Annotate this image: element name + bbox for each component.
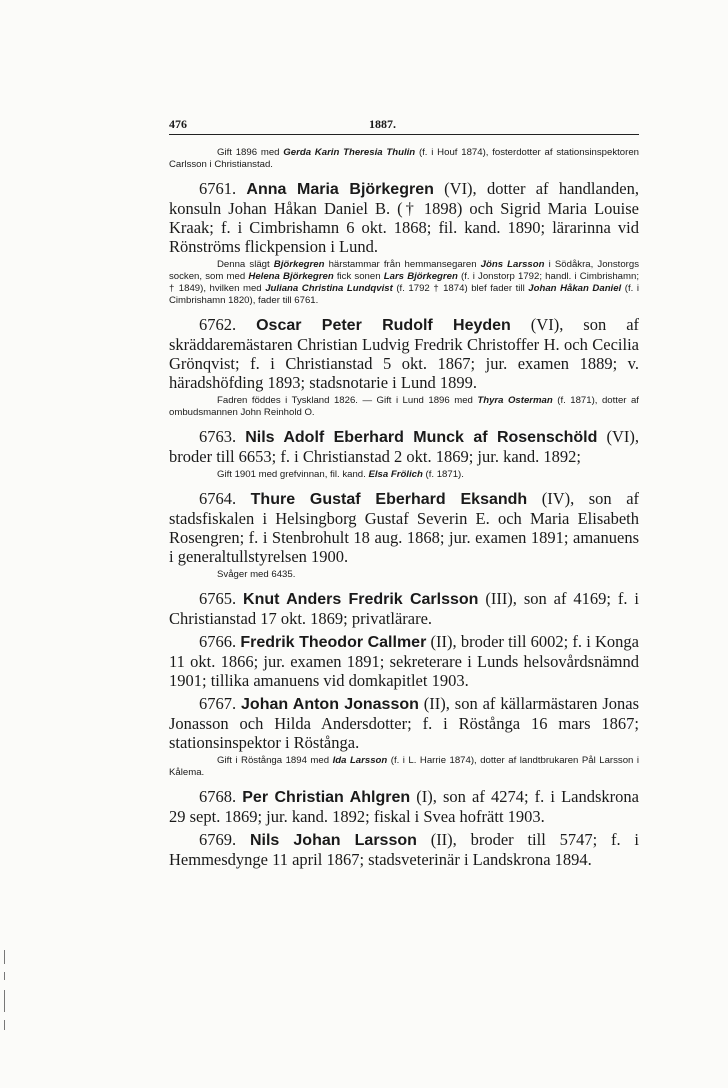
note-text: (f. 1871). [422, 469, 464, 480]
page-body [169, 147, 639, 869]
entry-number: 6761. [199, 179, 237, 198]
entry-number: 6763. [199, 427, 237, 446]
note-text: (f. i L. Harrie 1874), dotter af landtbrukaren Pål Larsson i Kålema. [169, 755, 639, 778]
entry-6761 [169, 179, 639, 256]
entry-text: (VI), dotter af handlanden, konsuln Johan Håkan Daniel B. († 1898) och Sigrid Maria Louise Kraak; f. i Cimbrishamn 6 okt. 1868; fil. kand. 1890; lärarinna vid Rönströms flickpension i Lund. [169, 179, 640, 256]
scan-edge-marks [2, 950, 8, 1040]
entry-number: 6765. [199, 589, 237, 608]
note-text: Gift 1896 med [217, 147, 284, 158]
entry-text: (VI), broder till 6653; f. i Christianstad 2 okt. 1869; jur. kand. 1892; [169, 427, 640, 466]
entry-name: Nils Johan Larsson [249, 832, 417, 849]
entry-number: 6767. [199, 694, 237, 713]
entry-number: 6766. [199, 632, 237, 651]
entry-text: (VI), son af skräddaremästaren Christian Ludvig Fredrik Christoffer H. och Cecilia Grönqvist; f. i Christianstad 5 okt. 1867; jur. examen 1889; v. häradshöfding 1893; stadsnotarie i Lund 1899. [169, 315, 640, 392]
entry-name: Thure Gustaf Eberhard Eksandh [250, 491, 528, 508]
entry-text: (II), son af källarmästaren Jonas Jonasson och Hilda Andersdotter; f. i Röstånga 16 mars 1867; stationsinspektor i Röstånga. [169, 694, 640, 752]
entry-text: (II), broder till 5747; f. i Hemmesdynge 11 april 1867; stadsveterinär i Landskrona 1894. [169, 830, 640, 869]
note-text: (f. 1792 † 1874) blef fader till [392, 283, 529, 294]
page-number: 476 [169, 117, 187, 131]
note-text: Gift i Röstånga 1894 med [217, 755, 333, 766]
entry-name: Oscar Peter Rudolf Heyden [256, 317, 511, 334]
entry-name: Per Christian Ahlgren [242, 789, 411, 806]
note-italic: Ida Larsson [332, 755, 388, 766]
note-text: (f. i Houf 1874), fosterdotter af stationsinspektoren Carlsson i Christianstad. [169, 147, 639, 170]
entry-6763 [169, 427, 639, 466]
note-text: i Södåkra, Jonstorgs socken, som med [169, 259, 639, 282]
entry-note-6762 [169, 395, 639, 419]
entry-text: (IV), son af stadsfiskalen i Helsingborg Gustaf Severin E. och Maria Elisabeth Rosengren; f. i Stenbrohult 18 aug. 1868; jur. examen 1891; amanuens i generaltullstyrelsen 1900. [169, 489, 640, 566]
note-text: Gift 1901 med grefvinnan, fil. kand. [217, 469, 369, 480]
entry-name: Fredrik Theodor Callmer [240, 634, 427, 651]
note-italic: Lars Björkegren [383, 271, 458, 282]
entry-6762 [169, 315, 639, 392]
entry-6766 [169, 632, 639, 690]
note-text: fick sonen [333, 271, 384, 282]
entry-note-6761 [169, 259, 639, 307]
note-italic: Juliana Christina Lundqvist [265, 283, 393, 294]
page-header [169, 117, 639, 135]
note-italic: Elsa Frölich [368, 469, 423, 480]
entry-text: (II), broder till 6002; f. i Konga 11 okt. 1866; jur. examen 1891; sekreterare i Lunds helsovårdsnämnd 1901; tillika amanuens vid domkapitlet 1903. [169, 632, 640, 690]
intro-note [169, 147, 639, 171]
entry-number: 6764. [199, 489, 237, 508]
note-italic: Gerda Karin Theresia Thulin [283, 147, 416, 158]
note-italic: Thyra Osterman [477, 395, 553, 406]
note-italic: Helena Björkegren [248, 271, 334, 282]
note-text: härstammar från hemmansegaren [324, 259, 481, 270]
entry-note-6763 [169, 469, 639, 481]
entry-number: 6769. [199, 830, 237, 849]
header-rule [169, 134, 639, 135]
entry-name: Nils Adolf Eberhard Munck af Rosenschöld [245, 429, 598, 446]
note-text: (f. 1871), dotter af ombudsmannen John Reinhold O. [169, 395, 639, 418]
entry-name: Knut Anders Fredrik Carlsson [243, 591, 479, 608]
note-italic: Jöns Larsson [480, 259, 545, 270]
note-text: Fadren föddes i Tyskland 1826. — Gift i Lund 1896 med [217, 395, 478, 406]
note-italic: Björkegren [273, 259, 325, 270]
entry-number: 6762. [199, 315, 237, 334]
entry-name: Johan Anton Jonasson [241, 696, 419, 713]
entry-6767 [169, 694, 639, 752]
note-text: Denna slägt [217, 259, 274, 270]
entry-note-6764 [169, 569, 639, 581]
entry-name: Anna Maria Björkegren [246, 181, 434, 198]
entry-6768 [169, 787, 639, 826]
running-head-year: 1887. [369, 117, 396, 131]
entry-note-6767 [169, 755, 639, 779]
entry-text: (III), son af 4169; f. i Christianstad 17 okt. 1869; privatlärare. [169, 589, 640, 628]
entry-6769 [169, 830, 639, 869]
entry-text: (I), son af 4274; f. i Landskrona 29 sept. 1869; jur. kand. 1892; fiskal i Svea hofrätt 1903. [169, 787, 639, 826]
note-text: Svåger med 6435. [217, 569, 296, 580]
entry-6765 [169, 589, 639, 628]
note-text: (f. i Cimbrishamn 1820), fader till 6761. [169, 283, 639, 306]
note-text: (f. i Jonstorp 1792; handl. i Cimbrishamn; † 1849), hvilken med [169, 271, 639, 294]
note-italic: Johan Håkan Daniel [528, 283, 622, 294]
entry-6764 [169, 489, 639, 566]
entry-number: 6768. [199, 787, 237, 806]
